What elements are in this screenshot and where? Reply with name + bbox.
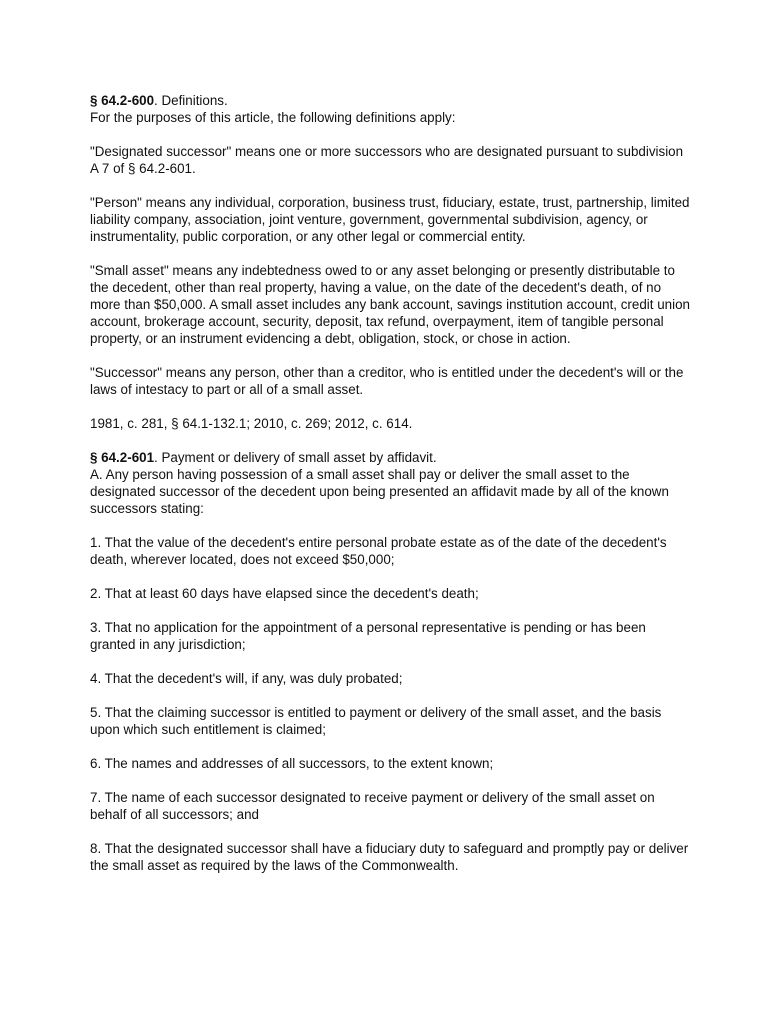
definition-person: "Person" means any individual, corporation, business trust, fiduciary, estate, trust, partnership, limited liability company, association, joint venture, government, governmental subdivision, agency, or instrumentality, public corporation, or any other legal or commercial entity. [90, 195, 690, 244]
section-number: § 64.2-600 [90, 93, 155, 108]
subsection-a-intro: A. Any person having possession of a small asset shall pay or deliver the small asset to the designated successor of the decedent upon being presented an affidavit made by all of the known successors stating: [90, 467, 669, 516]
list-item-3: 3. That no application for the appointment of a personal representative is pending or has been granted in any jurisdiction; [90, 620, 646, 652]
section-number: § 64.2-601 [90, 450, 155, 465]
section-title: . Payment or delivery of small asset by affidavit. [154, 450, 437, 465]
definition-designated-successor: "Designated successor" means one or more successors who are designated pursuant to subdivision A 7 of § 64.2-601. [90, 144, 684, 176]
section-64-2-601-heading [90, 449, 690, 466]
section-title: . Definitions. [154, 93, 228, 108]
list-item-7: 7. The name of each successor designated to receive payment or delivery of the small asset on behalf of all successors; and [90, 790, 655, 822]
document-page [90, 92, 690, 874]
definition-successor: "Successor" means any person, other than a creditor, who is entitled under the decedent's will or the laws of intestacy to part or all of a small asset. [90, 365, 684, 397]
list-item-4: 4. That the decedent's will, if any, was duly probated; [90, 671, 403, 686]
list-item-2: 2. That at least 60 days have elapsed since the decedent's death; [90, 586, 479, 601]
legislative-history: 1981, c. 281, § 64.1-132.1; 2010, c. 269; 2012, c. 614. [90, 416, 413, 431]
list-item-8: 8. That the designated successor shall have a fiduciary duty to safeguard and promptly pay or deliver the small asset as required by the laws of the Commonwealth. [90, 841, 689, 873]
list-item-1: 1. That the value of the decedent's entire personal probate estate as of the date of the decedent's death, wherever located, does not exceed $50,000; [90, 535, 667, 567]
section-intro: For the purposes of this article, the following definitions apply: [90, 110, 456, 125]
definition-small-asset: "Small asset" means any indebtedness owed to or any asset belonging or presently distributable to the decedent, other than real property, having a value, on the date of the decedent's death, of no more than $50,000. A small asset includes any bank account, savings institution account, credit union account, brokerage account, security, deposit, tax refund, overpayment, item of tangible personal property, or an instrument evidencing a debt, obligation, stock, or chose in action. [90, 263, 690, 346]
list-item-6: 6. The names and addresses of all successors, to the extent known; [90, 756, 494, 771]
list-item-5: 5. That the claiming successor is entitled to payment or delivery of the small asset, and the basis upon which such entitlement is claimed; [90, 705, 662, 737]
section-64-2-600-heading [90, 92, 690, 109]
